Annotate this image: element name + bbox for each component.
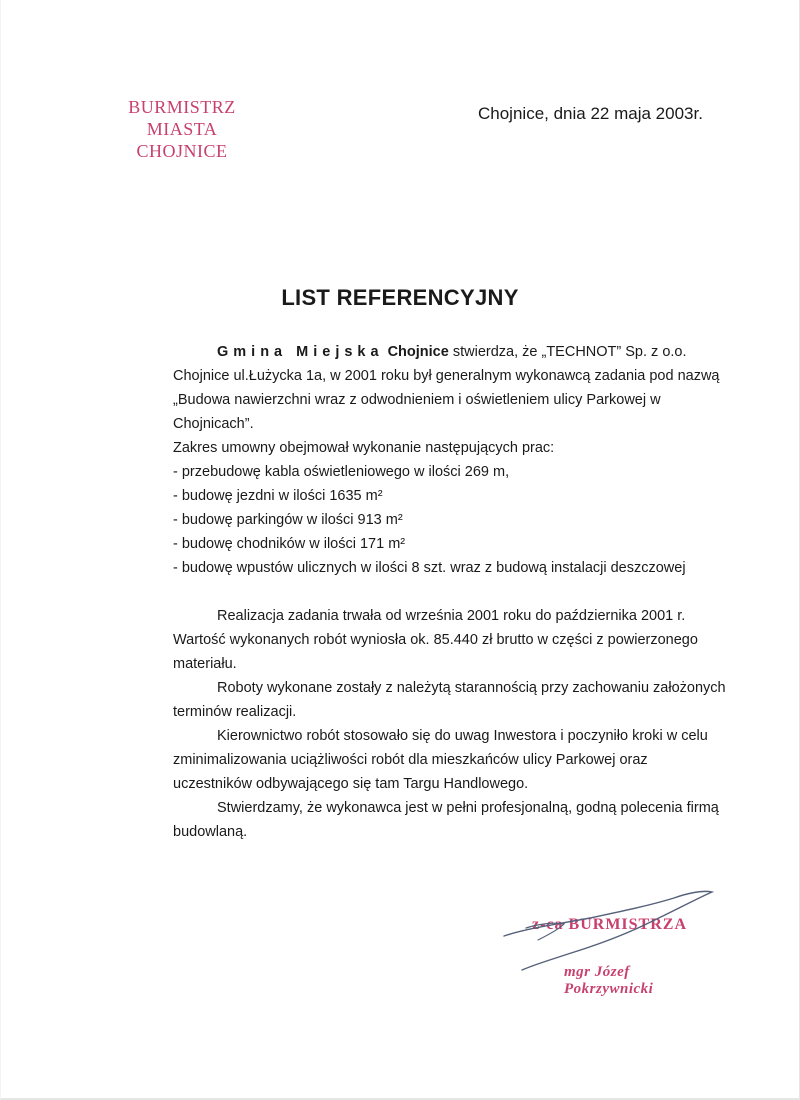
signature-stroke bbox=[504, 891, 712, 970]
mayor-header-stamp bbox=[92, 96, 272, 162]
scope-item: - budowę jezdni w ilości 1635 m² bbox=[173, 488, 383, 504]
management-paragraph: Kierownictwo robót stosowało się do uwag Inwestora i poczyniło kroki w celu zminimalizowania uciążliwości robót dla mieszkańców ulicy Parkowej oraz uczestników odbywającego się tam Targu Handlowego. bbox=[173, 728, 708, 792]
intro-paragraph bbox=[173, 340, 728, 436]
scope-item: - budowę parkingów w ilości 913 m² bbox=[173, 512, 403, 528]
signature-stamp-title: z-ca BURMISTRZA bbox=[532, 916, 687, 933]
scope-item: - budowę chodników w ilości 171 m² bbox=[173, 536, 406, 552]
conclusion-paragraph: Stwierdzamy, że wykonawca jest w pełni profesjonalną, godną polecenia firmą budowlaną. bbox=[173, 800, 719, 840]
intro-lead-spaced: Gmina Miejska bbox=[217, 344, 384, 360]
scope-item: - przebudowę kabla oświetleniowego w ilości 269 m, bbox=[173, 464, 510, 480]
stamp-line-1: BURMISTRZ MIASTA bbox=[128, 97, 236, 139]
quality-paragraph: Roboty wykonane zostały z należytą starannością przy zachowaniu założonych terminów realizacji. bbox=[173, 680, 726, 720]
document-title: LIST REFERENCYJNY bbox=[281, 285, 519, 310]
intro-text: stwierdza, że „TECHNOT” Sp. z o.o. Chojnice ul.Łużycka 1a, w 2001 roku był generalnym wykonawcą zadania pod nazwą „Budowa nawierzchni wraz z odwodnieniem i oświetleniem ulicy Parkowej w Chojnicach”. bbox=[173, 344, 720, 432]
intro-lead-bold: Chojnice bbox=[387, 344, 449, 360]
realization-paragraph: Realizacja zadania trwała od września 2001 roku do października 2001 r. Wartość wykonanych robót wyniosła ok. 85.440 zł brutto w części z powierzonego materiału. bbox=[173, 608, 698, 672]
paragraph-gap bbox=[173, 580, 728, 604]
scope-heading: Zakres umowny obejmował wykonanie następujących prac: bbox=[173, 440, 555, 456]
scope-item: - budowę wpustów ulicznych w ilości 8 szt. wraz z budową instalacji deszczowej bbox=[173, 560, 686, 576]
letter-body bbox=[173, 340, 728, 844]
handwritten-signature bbox=[498, 884, 728, 984]
signature-stamp-name: mgr Józef Pokrzywnicki bbox=[564, 964, 654, 997]
letter-date: Chojnice, dnia 22 maja 2003r. bbox=[478, 104, 703, 123]
stamp-line-2: CHOJNICE bbox=[136, 141, 228, 161]
